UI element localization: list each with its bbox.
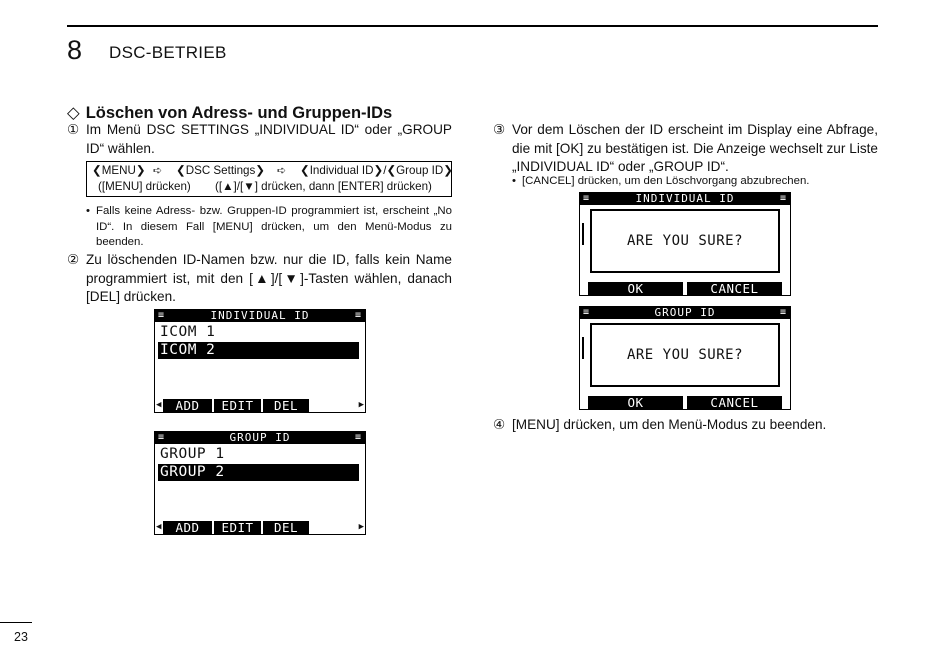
scroll-indicator	[582, 223, 584, 245]
menu-icon: ≡	[158, 310, 166, 321]
dsc-settings-item: ❮DSC Settings❯	[176, 164, 266, 177]
lcd-title: INDIVIDUAL ID	[635, 192, 735, 205]
lcd-group-id-confirm	[579, 306, 791, 410]
step-1	[67, 121, 452, 158]
menu-icon: ≡	[779, 307, 787, 318]
ok-softkey[interactable]: OK	[588, 282, 683, 295]
add-softkey[interactable]: ADD	[163, 521, 212, 534]
step-4-text: [MENU] drücken, um den Menü-Modus zu beenden.	[512, 417, 827, 432]
section-title: Löschen von Adress- und Gruppen-IDs	[85, 104, 393, 122]
lcd-title: GROUP ID	[229, 431, 291, 444]
lcd-group-id-list	[154, 431, 366, 535]
list-item[interactable]: ICOM 1	[160, 324, 216, 340]
header-rule	[67, 25, 878, 27]
menu-icon: ≡	[158, 432, 166, 443]
step-2	[67, 251, 452, 307]
menu-key: ❮MENU❯	[92, 164, 146, 177]
softkey-bar	[155, 521, 365, 534]
lcd-individual-id-confirm	[579, 192, 791, 296]
list-item-selected[interactable]: ICOM 2	[158, 342, 359, 359]
confirm-dialog: ARE YOU SURE?	[590, 323, 780, 387]
left-arrow-icon[interactable]: ◀	[156, 522, 162, 532]
step-2-text: Zu löschenden ID-Namen bzw. nur die ID, falls kein Name programmiert ist, mit den [▲]/[▼]-Tasten wählen, danach [DEL] drücken.	[86, 252, 452, 304]
right-arrow-icon[interactable]: ▶	[358, 522, 364, 532]
step-4	[493, 416, 878, 435]
bullet-icon: •	[86, 205, 90, 217]
lcd-title-bar	[580, 193, 790, 205]
step-3-number: ③	[493, 122, 506, 137]
lcd-title-bar	[580, 307, 790, 319]
lcd-title: GROUP ID	[654, 306, 716, 319]
menu-icon: ≡	[354, 432, 362, 443]
lcd-title: INDIVIDUAL ID	[210, 309, 310, 322]
arrow-right-icon: ➪	[153, 165, 163, 177]
menu-icon: ≡	[583, 307, 591, 318]
list-item[interactable]: GROUP 1	[160, 446, 225, 462]
list-item-selected[interactable]: GROUP 2	[158, 464, 359, 481]
softkey-bar	[155, 399, 365, 412]
cancel-softkey[interactable]: CANCEL	[687, 396, 782, 409]
diamond-icon: ◇	[67, 104, 80, 122]
step-4-number: ④	[493, 417, 506, 432]
step-3-text: Vor dem Löschen der ID erscheint im Display eine Abfrage, die mit [OK] zu bestätigen ist. Die Anzeige wechselt zur Liste „INDIVIDUAL ID“ oder „GROUP ID“.	[512, 122, 878, 174]
lcd-title-bar	[155, 432, 365, 444]
menu-icon: ≡	[583, 193, 591, 204]
section-heading	[67, 103, 392, 123]
edit-softkey[interactable]: EDIT	[214, 521, 261, 534]
softkey-bar	[580, 396, 790, 409]
lcd-title-bar	[155, 310, 365, 322]
step-2-number: ②	[67, 252, 80, 267]
step-1-text: Im Menü DSC SETTINGS „INDIVIDUAL ID“ oder „GROUP ID“ wählen.	[86, 122, 452, 156]
menu-icon: ≡	[354, 310, 362, 321]
chapter-title: DSC-BETRIEB	[109, 43, 227, 62]
confirm-dialog: ARE YOU SURE?	[590, 209, 780, 273]
note-no-id-text: Falls keine Adress- bzw. Gruppen-ID programmiert ist, erscheint „No ID“. In diesem Fall [MENU] drücken, um den Menü-Modus zu beenden.	[96, 205, 452, 248]
note-cancel	[512, 174, 878, 190]
bullet-icon: •	[512, 175, 516, 187]
id-item: ❮Individual ID❯/❮Group ID❯	[300, 164, 453, 177]
menu-icon: ≡	[779, 193, 787, 204]
edit-softkey[interactable]: EDIT	[214, 399, 261, 412]
menu-instruction: ([MENU] drücken)	[98, 180, 191, 193]
cancel-softkey[interactable]: CANCEL	[687, 282, 782, 295]
step-1-number: ①	[67, 122, 80, 137]
del-softkey[interactable]: DEL	[263, 399, 309, 412]
arrow-right-icon: ➪	[277, 165, 287, 177]
add-softkey[interactable]: ADD	[163, 399, 212, 412]
left-arrow-icon[interactable]: ◀	[156, 400, 162, 410]
chapter-number: 8	[67, 35, 83, 65]
del-softkey[interactable]: DEL	[263, 521, 309, 534]
softkey-bar	[580, 282, 790, 295]
right-arrow-icon[interactable]: ▶	[358, 400, 364, 410]
menu-path-box	[86, 161, 452, 197]
lcd-individual-id-list	[154, 309, 366, 413]
note-no-id	[86, 204, 452, 251]
note-cancel-text: [CANCEL] drücken, um den Löschvorgang abzubrechen.	[522, 175, 810, 187]
page-number-rule	[0, 622, 32, 623]
ok-softkey[interactable]: OK	[588, 396, 683, 409]
page-number: 23	[14, 630, 28, 644]
select-instruction: ([▲]/[▼] drücken, dann [ENTER] drücken)	[215, 180, 432, 193]
scroll-indicator	[582, 337, 584, 359]
step-3	[493, 121, 878, 177]
